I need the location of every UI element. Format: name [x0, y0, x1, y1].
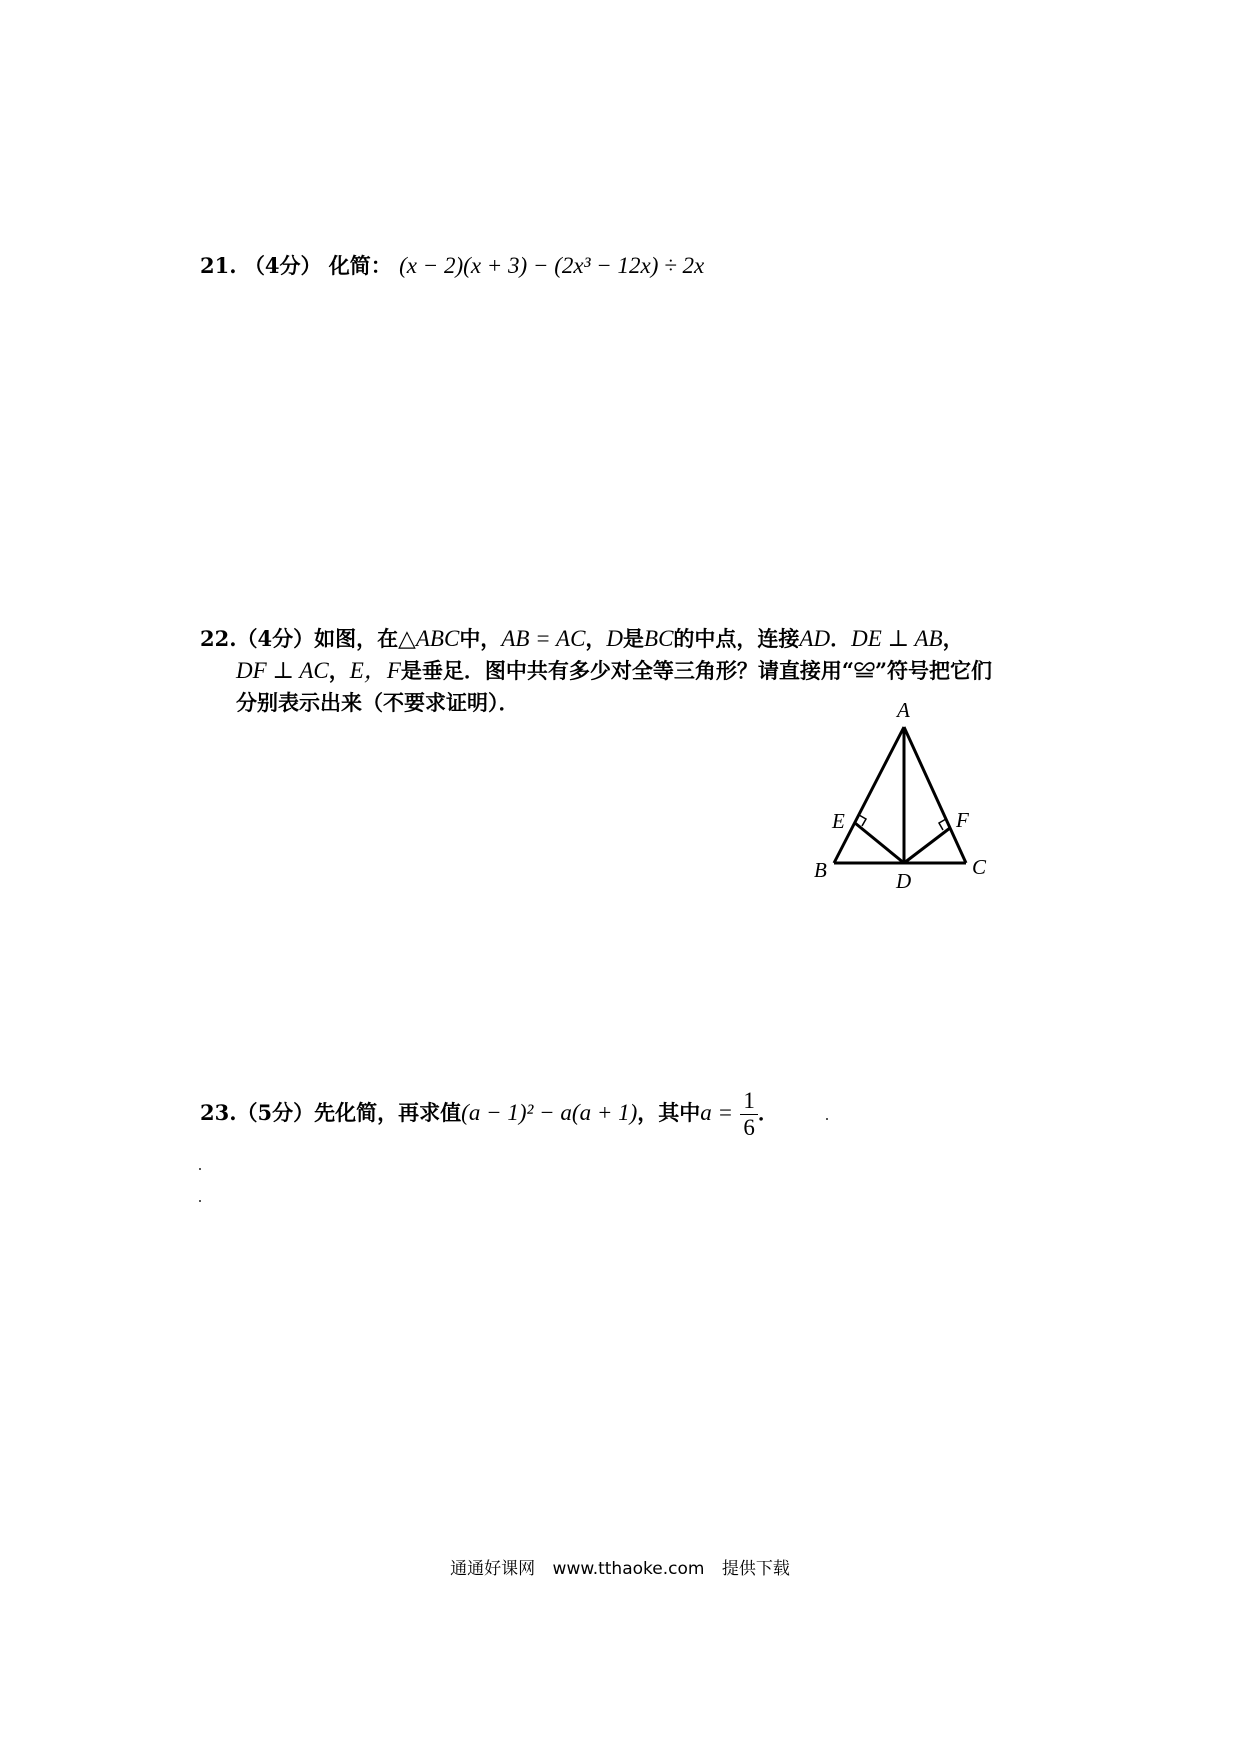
triangle-figure	[800, 695, 1000, 895]
problem-text: 中，	[459, 626, 502, 651]
problem-22-line-2	[200, 655, 992, 687]
problem-text: ，	[585, 626, 607, 651]
segment-label: BC	[644, 626, 674, 651]
point-label: D	[606, 626, 624, 651]
footer	[0, 1554, 1240, 1579]
segment-df	[904, 828, 950, 863]
label-a: A	[897, 698, 910, 722]
problem-text: ，	[328, 658, 350, 683]
point-labels: E，F	[349, 658, 401, 683]
problem-23	[200, 1088, 779, 1141]
triangle-notation: △ABC	[398, 626, 460, 651]
problem-22-line-1	[200, 623, 992, 655]
problem-text: 如图，在	[314, 626, 399, 651]
problem-text: 先化简，再求值	[314, 1100, 462, 1125]
problem-text: ．	[830, 626, 852, 651]
problem-text: 的中点，连接	[673, 626, 800, 651]
problem-score: （4分）	[236, 626, 315, 651]
label-c: C	[972, 855, 987, 879]
segment-label: AD	[799, 626, 831, 651]
label-e: E	[832, 809, 845, 833]
side-ac	[904, 727, 966, 863]
triangle-lines	[834, 727, 966, 863]
problem-instruction: 化简：	[328, 253, 392, 278]
problem-text: ．	[757, 1100, 779, 1125]
math-expression: (x − 2)(x + 3) − (2x³ − 12x) ÷ 2x	[399, 253, 705, 278]
problem-23-line	[200, 1088, 779, 1141]
problem-text: 是垂足．图中共有多少对全等三角形？请直接用“≌”符号把它们	[400, 658, 993, 683]
problem-text: 是	[623, 626, 645, 651]
problem-text: ，其中	[637, 1100, 701, 1125]
problem-text: 分别表示出来（不要求证明）．	[236, 690, 520, 715]
scan-dot	[199, 1168, 201, 1170]
perpendicular-statement: DF ⊥ AC	[236, 658, 329, 683]
fraction-numerator: 1	[740, 1088, 758, 1115]
math-expression: (a − 1)² − a(a + 1)	[461, 1100, 638, 1125]
label-b: B	[814, 858, 827, 882]
problem-number: 23.	[200, 1100, 237, 1125]
right-angle-mark-e	[859, 815, 866, 826]
scan-dot	[826, 1118, 828, 1120]
scan-dot	[199, 1200, 201, 1202]
equation: AB = AC	[501, 626, 586, 651]
label-f: F	[956, 808, 969, 832]
perpendicular-statement: DE ⊥ AB	[851, 626, 943, 651]
problem-text: ，	[942, 626, 964, 651]
label-d: D	[896, 869, 912, 893]
fraction-denominator: 6	[743, 1115, 755, 1140]
problem-number: 22.	[200, 626, 237, 651]
problem-21-line	[200, 250, 704, 282]
fraction	[740, 1088, 758, 1141]
footer-suffix: 提供下载	[721, 1559, 790, 1579]
problem-score: （4分）	[243, 253, 322, 278]
side-ab	[834, 727, 904, 863]
variable-assignment: a =	[700, 1100, 734, 1125]
problem-number: 21.	[200, 253, 237, 278]
right-angle-mark-f	[939, 819, 946, 830]
segment-de	[855, 823, 904, 863]
footer-site-name: 通通好课网	[450, 1559, 536, 1579]
problem-score: （5分）	[236, 1100, 315, 1125]
footer-url: www.tthaoke.com	[552, 1559, 705, 1579]
problem-21	[200, 250, 704, 282]
